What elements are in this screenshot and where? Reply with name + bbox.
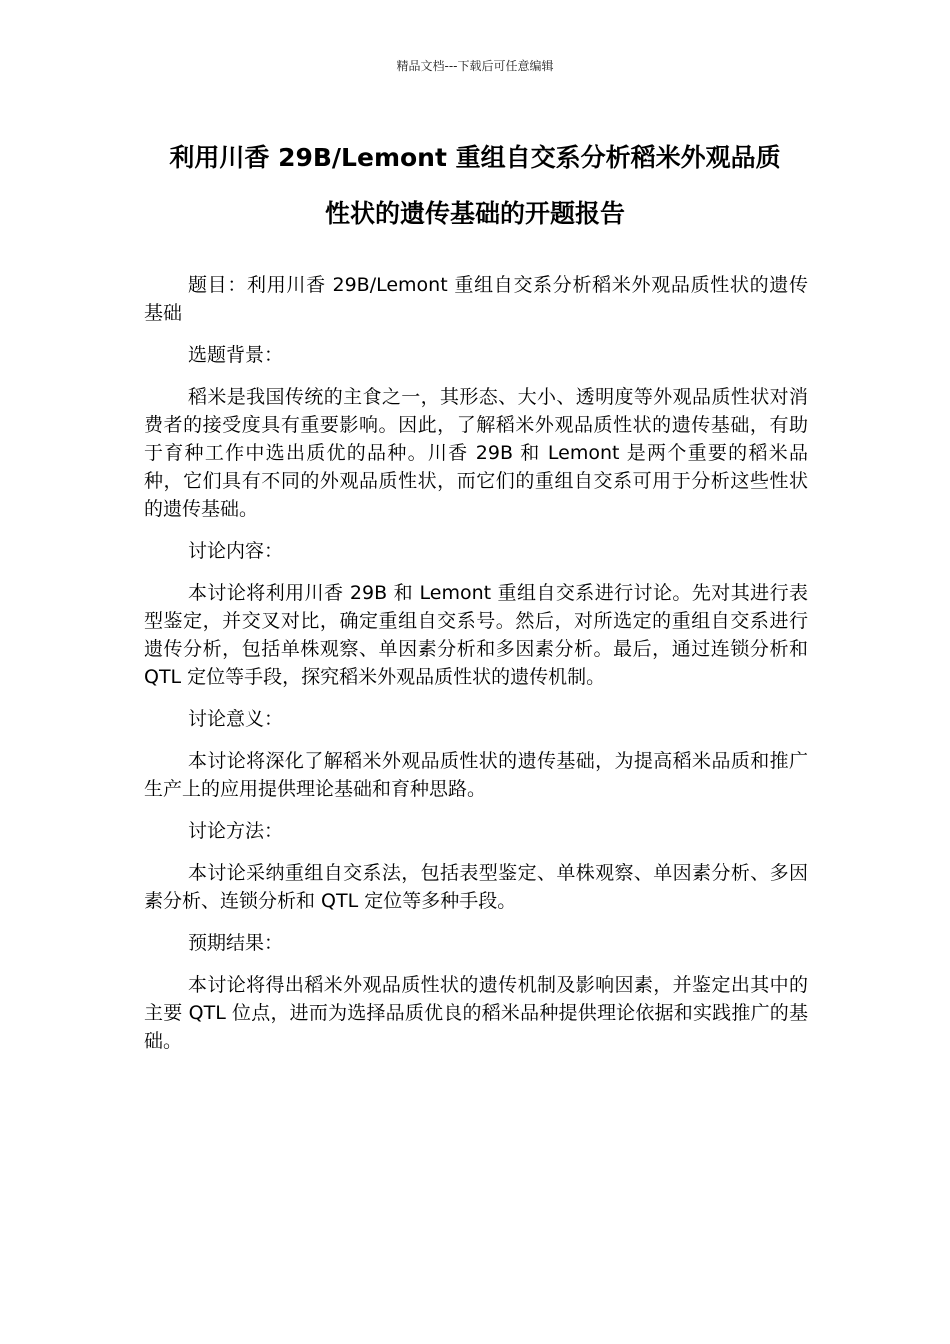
- significance-paragraph: 本讨论将深化了解稻米外观品质性状的遗传基础，为提高稻米品质和推广生产上的应用提供理论基础和育种思路。: [144, 750, 808, 800]
- title-line-2: 性状的遗传基础的开题报告: [324, 199, 625, 228]
- method-paragraph: 本讨论采纳重组自交系法，包括表型鉴定、单株观察、单因素分析、多因素分析、连锁分析和 QTL 定位等多种手段。: [144, 862, 808, 912]
- method-heading: 讨论方法：: [188, 820, 284, 842]
- background-paragraph: 稻米是我国传统的主食之一，其形态、大小、透明度等外观品质性状对消费者的接受度具有重要影响。因此，了解稻米外观品质性状的遗传基础，有助于育种工作中选出质优的品种。川香 29B 和 Lemont 是两个重要的稻米品种，它们具有不同的外观品质性状，而它们的重组自交系可用于分析这些性状的遗传基础。: [144, 386, 808, 520]
- title-line-1: 利用川香 29B/Lemont 重组自交系分析稻米外观品质: [169, 143, 781, 172]
- content-paragraph: 本讨论将利用川香 29B 和 Lemont 重组自交系进行讨论。先对其进行表型鉴定，并交叉对比，确定重组自交系号。然后，对所选定的重组自交系进行遗传分析，包括单株观察、单因素分析和多因素分析。最后，通过连锁分析和 QTL 定位等手段，探究稻米外观品质性状的遗传机制。: [144, 582, 808, 688]
- topic-paragraph: 题目：利用川香 29B/Lemont 重组自交系分析稻米外观品质性状的遗传基础: [144, 274, 808, 324]
- document-body: [144, 271, 808, 1069]
- document-title: [120, 130, 830, 242]
- content-heading: 讨论内容：: [188, 540, 284, 562]
- expected-results-paragraph: 本讨论将得出稻米外观品质性状的遗传机制及影响因素，并鉴定出其中的主要 QTL 位点，进而为选择品质优良的稻米品种提供理论依据和实践推广的基础。: [144, 974, 808, 1052]
- background-heading: 选题背景：: [188, 344, 284, 366]
- significance-heading: 讨论意义：: [188, 708, 284, 730]
- expected-results-heading: 预期结果：: [188, 932, 284, 954]
- page-header-note: 精品文档---下载后可任意编辑: [396, 59, 554, 73]
